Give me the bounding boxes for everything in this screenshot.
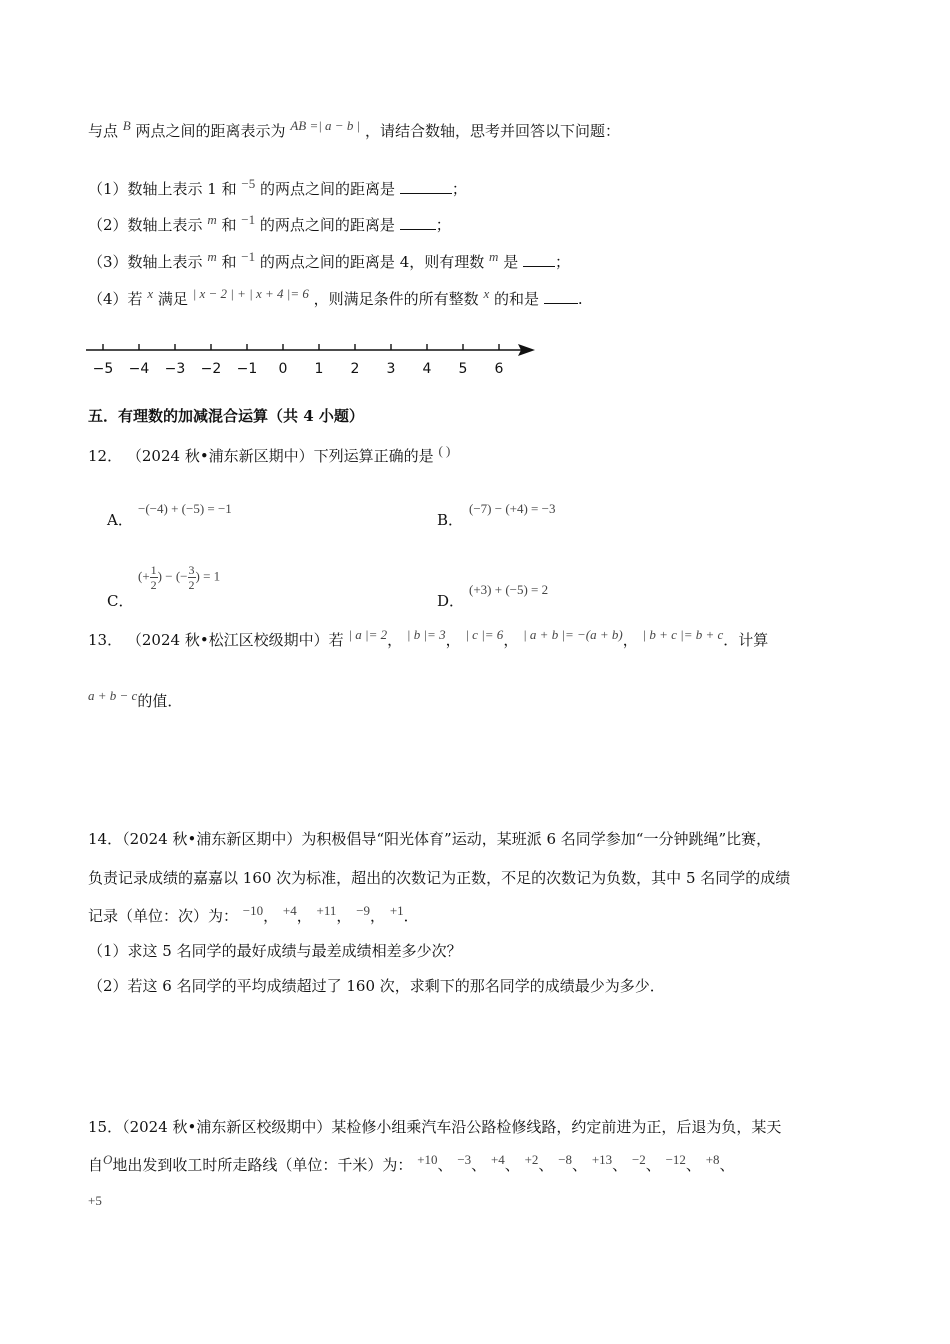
intro-line: [88, 118, 620, 142]
number-line-label: −4: [128, 361, 150, 377]
text: 1: [150, 563, 157, 577]
text: 2: [188, 578, 195, 592]
var-m: m: [207, 212, 217, 227]
var-x: x: [483, 286, 490, 301]
q12-option-c[interactable]: [107, 590, 133, 611]
option-d-expr: (+3) + (−5) = 2: [469, 582, 549, 597]
text: ．计算: [723, 631, 769, 649]
text: 和: [221, 253, 237, 271]
number-line-label: −1: [236, 361, 258, 377]
intro-prefix: 与点: [88, 122, 119, 140]
text: ) − (−: [157, 568, 188, 584]
q15-line2: 自O地出发到收工时所走路线（单位：千米）为： +10、 −3、 +4、 +2、 −8、 +13、 −2、 −12、 +8、: [88, 1152, 735, 1174]
text: 和: [221, 216, 237, 234]
text: ) = 1: [195, 568, 221, 584]
q15-line3: [88, 1190, 102, 1211]
text: 的值．: [137, 692, 183, 710]
q11-part4: [88, 286, 583, 310]
number-line-label: −3: [164, 361, 186, 377]
q13-stem: 13． （2024 秋•松江区校级期中）若 | a |= 2， | b |= 3， | c |= 6， | a + b |= −(a + b)， | b + c |= b + c．计算: [88, 627, 769, 649]
score-value: −10: [242, 903, 264, 918]
expr: | b |= 3: [406, 627, 446, 642]
option-b-expr: (−7) − (+4) = −3: [469, 501, 556, 516]
text: （1）数轴上表示 1 和: [88, 180, 237, 198]
answer-blank: [400, 179, 452, 194]
q11-part2: [88, 212, 451, 236]
option-c-label: C．: [107, 592, 134, 610]
text: ；: [555, 253, 571, 271]
q12-stem: [88, 443, 451, 467]
number-line-label: 3: [386, 361, 396, 377]
text: （4）若: [88, 290, 143, 308]
number-line: [80, 335, 550, 385]
route-value: +13: [591, 1152, 613, 1167]
text: 的两点之间的距离是: [259, 216, 395, 234]
expr: −5: [241, 176, 256, 191]
q14-sub2: （2）若这 6 名同学的平均成绩超过了 160 次，求剩下的那名同学的成绩最少为多少．: [88, 977, 665, 995]
q14-line1: 14．（2024 秋•浦东新区期中）为积极倡导“阳光体育”运动，某班派 6 名同学参加“一分钟跳绳”比赛，: [88, 830, 772, 848]
option-d-label: D．: [437, 592, 465, 610]
text: 地出发到收工时所走路线（单位：千米）为：: [112, 1156, 413, 1174]
text: 的两点之间的距离是: [260, 180, 396, 198]
number-line-label: −2: [200, 361, 222, 377]
expr: −1: [241, 212, 256, 227]
option-a-label: A．: [107, 511, 133, 529]
text: （2）数轴上表示: [88, 216, 203, 234]
text: （2024 秋•浦东新区期中）下列运算正确的是: [126, 447, 434, 465]
number-line-label: 6: [494, 361, 504, 377]
text: (+: [138, 568, 150, 584]
text: ；: [435, 216, 451, 234]
abs-equation: | x − 2 | + | x + 4 |= 6: [192, 286, 309, 301]
option-c-expr: [138, 563, 220, 592]
point-b-symbol: B: [122, 118, 131, 133]
var-x: x: [147, 286, 154, 301]
text: 12．: [88, 447, 123, 465]
text: 的两点之间的距离是 4，则有理数: [259, 253, 485, 271]
text: .: [577, 290, 583, 308]
expr: a + b − c: [88, 688, 138, 703]
answer-blank: [544, 289, 578, 304]
text: ；: [451, 180, 467, 198]
text: ，则满足条件的所有整数: [313, 290, 479, 308]
intro-mid: 两点之间的距离表示为: [135, 122, 286, 140]
var-m: m: [207, 249, 217, 264]
route-value: −2: [631, 1152, 646, 1167]
route-value: −8: [558, 1152, 573, 1167]
q12-option-d[interactable]: [437, 590, 464, 611]
text: 的和是: [494, 290, 540, 308]
text: （2024 秋•松江区校级期中）若: [126, 631, 344, 649]
text: 13．: [88, 631, 123, 649]
origin-o: O: [103, 1152, 113, 1167]
number-line-label: −5: [92, 361, 114, 377]
expr: | a |= 2: [348, 627, 388, 642]
fraction: [188, 563, 196, 592]
section-5-title: 五．有理数的加减混合运算（共 4 小题）: [88, 407, 364, 425]
option-a-expr: −(−4) + (−5) = −1: [138, 501, 232, 516]
q11-part1: [88, 176, 467, 200]
text: 记录（单位：次）为：: [88, 907, 239, 925]
route-value: +8: [705, 1152, 720, 1167]
q12-option-a[interactable]: [107, 509, 133, 530]
text: （3）数轴上表示: [88, 253, 203, 271]
number-line-ticks: [93, 344, 504, 377]
answer-blank: [523, 252, 555, 267]
answer-blank: [400, 215, 436, 230]
distance-formula: AB =| a − b |: [290, 118, 361, 133]
fraction: [150, 563, 158, 592]
route-value: +4: [490, 1152, 505, 1167]
route-value: +2: [524, 1152, 539, 1167]
q11-part3: [88, 249, 571, 273]
route-value: −12: [665, 1152, 686, 1167]
text: 是: [503, 253, 519, 271]
q15-line1: 15．（2024 秋•浦东新区校级期中）某检修小组乘汽车沿公路检修线路，约定前进为正，后退为负，某天: [88, 1118, 782, 1136]
answer-paren: ( ): [438, 443, 451, 458]
q14-line3: 记录（单位：次）为： −10， +4， +11， −9， +1．: [88, 903, 419, 925]
route-value: +10: [417, 1152, 438, 1167]
score-value: −9: [356, 903, 371, 918]
option-b-label: B．: [437, 511, 464, 529]
text: 3: [188, 563, 195, 577]
text: 满足: [157, 290, 188, 308]
number-line-label: 5: [458, 361, 468, 377]
q13-line2: [88, 688, 183, 712]
number-line-label: 0: [278, 361, 288, 377]
route-value: −3: [457, 1152, 472, 1167]
expr: −1: [241, 249, 256, 264]
q14-line2: 负责记录成绩的嘉嘉以 160 次为标准，超出的次数记为正数，不足的次数记为负数，其中 5 名同学的成绩: [88, 869, 791, 887]
expr: | a + b |= −(a + b): [523, 627, 623, 642]
q12-option-b[interactable]: [437, 509, 463, 530]
number-line-label: 1: [314, 361, 324, 377]
score-value: +1: [389, 903, 404, 918]
var-m: m: [489, 249, 499, 264]
text: 2: [150, 578, 157, 592]
expr: | b + c |= b + c: [642, 627, 724, 642]
route-value: +5: [88, 1193, 102, 1208]
text: 自: [88, 1156, 104, 1174]
expr: | c |= 6: [465, 627, 504, 642]
q14-sub1: （1）求这 5 名同学的最好成绩与最差成绩相差多少次？: [88, 942, 462, 960]
score-value: +11: [316, 903, 337, 918]
number-line-label: 2: [350, 361, 360, 377]
intro-suffix: ，请结合数轴，思考并回答以下问题：: [364, 122, 620, 140]
number-line-label: 4: [422, 361, 432, 377]
score-value: +4: [282, 903, 297, 918]
